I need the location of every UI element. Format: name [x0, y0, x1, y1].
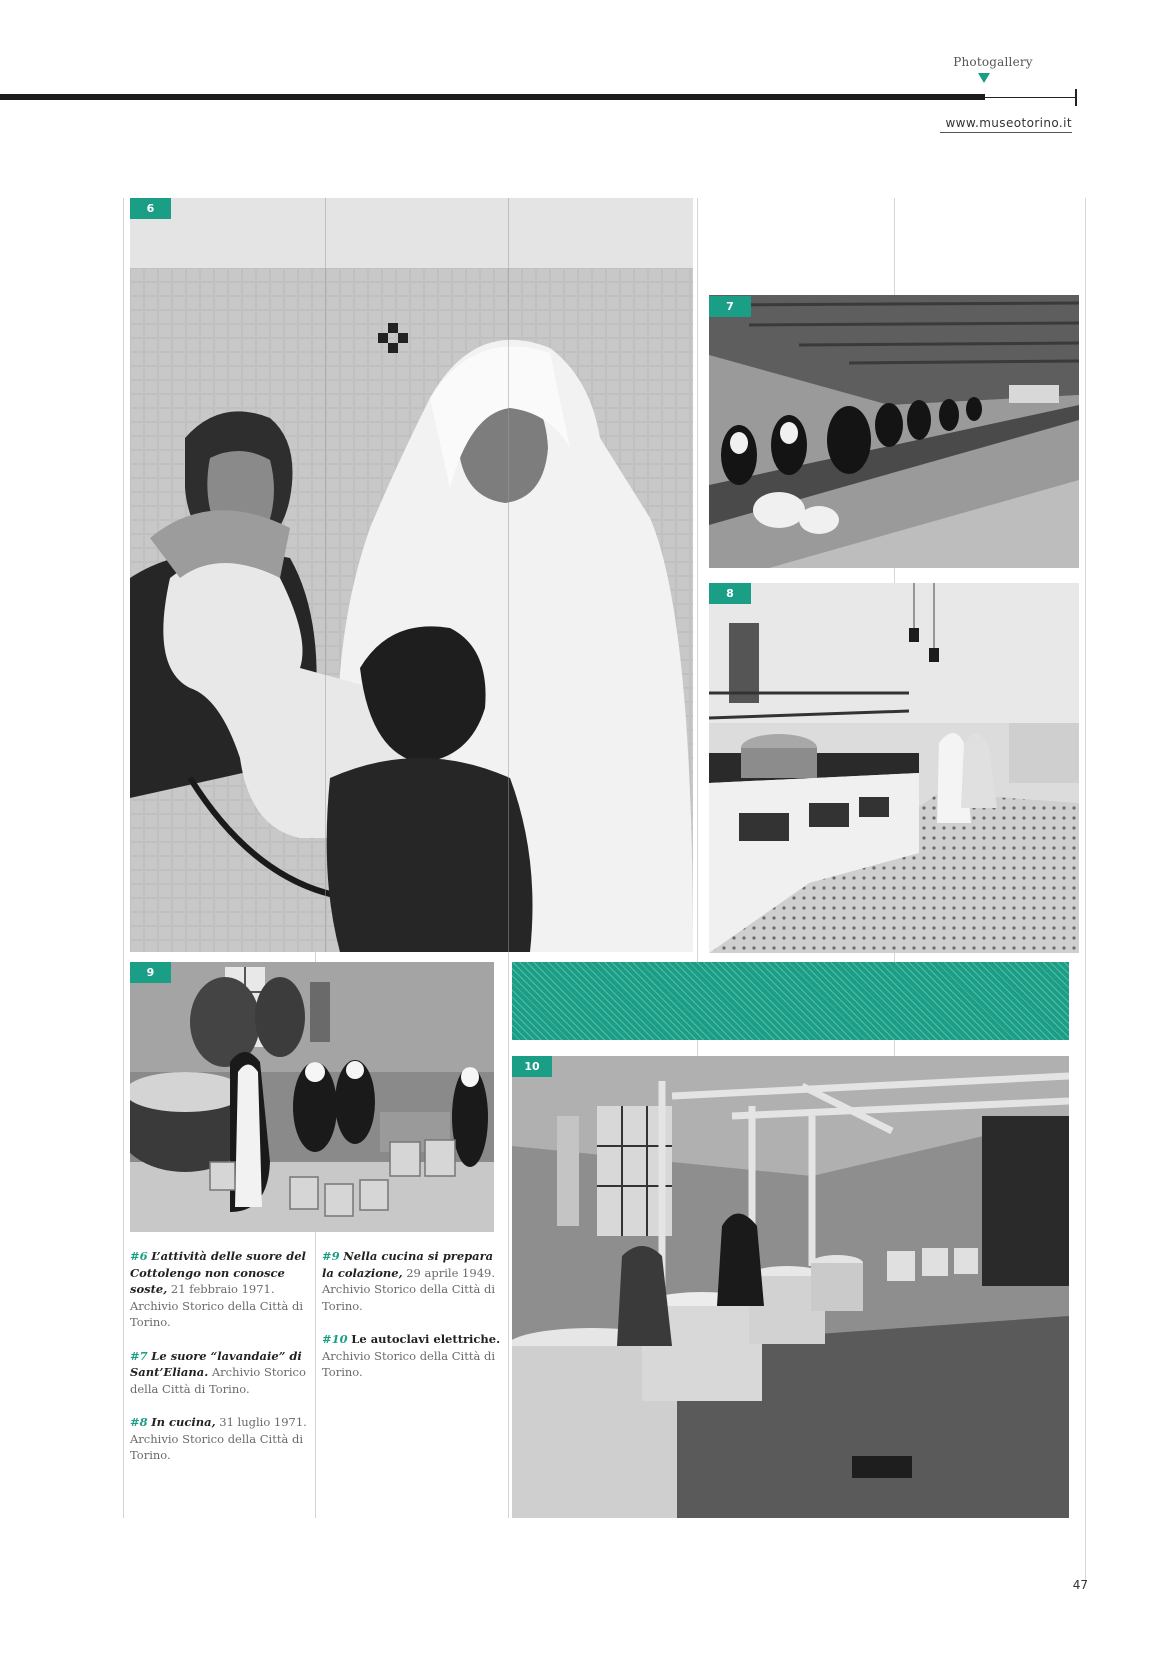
header-rule: [0, 94, 985, 100]
captions-column-middle: [322, 1248, 502, 1398]
captions-column-left: [130, 1248, 310, 1481]
header-rule-thin: [985, 97, 1075, 98]
section-label: Photogallery: [953, 55, 1033, 69]
caption-text: Archivio Storico della Città di Torino.: [130, 1365, 306, 1396]
caption-text: 31 luglio 1971. Archivio Storico della Città di Torino.: [130, 1415, 307, 1462]
website-link[interactable]: www.museotorino.it: [940, 116, 1072, 133]
caption-number: #6: [130, 1249, 148, 1263]
caption-title: Le autoclavi elettriche.: [351, 1332, 501, 1346]
photo-badge-6: 6: [130, 198, 171, 219]
photo-10-autoclaves[interactable]: [512, 1056, 1069, 1518]
caption-title: In cucina,: [151, 1415, 216, 1429]
photo-badge-10: 10: [512, 1056, 552, 1077]
photo-badge-8: 8: [709, 583, 751, 604]
caption-number: #7: [130, 1348, 148, 1363]
caption-9: [322, 1248, 502, 1314]
header-rule-tick: [1075, 89, 1077, 106]
grid-line: [123, 198, 124, 1518]
caption-7: [130, 1348, 310, 1398]
caption-8: [130, 1414, 310, 1464]
photo-8-kitchen-stoves[interactable]: [709, 583, 1079, 953]
caption-text: 29 aprile 1949. Archivio Storico della Città di Torino.: [322, 1265, 496, 1313]
photo-7-nuns-laundry[interactable]: [709, 295, 1079, 568]
caption-10: [322, 1331, 502, 1381]
decorative-teal-band: [512, 962, 1069, 1040]
photo-6-nun-with-children[interactable]: [130, 198, 693, 952]
caption-text: Archivio Storico della Città di Torino.: [322, 1348, 496, 1379]
caption-6: [130, 1248, 310, 1331]
photo-9-nuns-cooking[interactable]: [130, 962, 494, 1232]
caption-title: Le suore “lavandaie” di Sant’Eliana.: [130, 1348, 302, 1379]
caption-number: #8: [130, 1415, 148, 1429]
photo-badge-9: 9: [130, 962, 171, 983]
page-number: 47: [1072, 1578, 1088, 1592]
caption-number: #9: [322, 1249, 340, 1263]
caption-title: L’attività delle suore del Cottolengo non conosce soste,: [130, 1249, 306, 1296]
caption-title: Nella cucina si prepara la colazione,: [322, 1249, 494, 1280]
grid-line: [1085, 198, 1086, 1583]
section-marker-icon: [978, 73, 990, 83]
caption-number: #10: [322, 1332, 348, 1346]
caption-text: 21 febbraio 1971. Archivio Storico della Città di Torino.: [130, 1282, 304, 1329]
photo-badge-7: 7: [709, 296, 751, 317]
